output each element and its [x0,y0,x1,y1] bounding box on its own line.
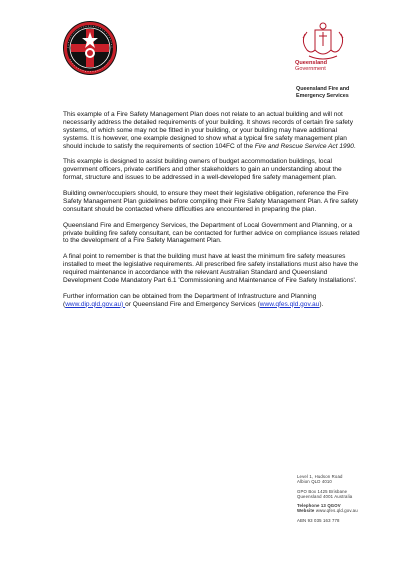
address-line1: Level 1, Hudson Road [297,474,343,479]
paragraph-intro-end: . [353,142,356,150]
organisation-name [296,86,349,99]
further-info-text-2: or Queensland Fire and Emergency Services ( [125,300,260,308]
address-line3: GPO Box 1425 Brisbane [297,488,348,494]
qg-wordmark-line1: Queensland [295,60,328,66]
address-line2: Albion QLD 4010 [297,479,332,485]
paragraph-obligations: Building owner/occupiers should, to ensure they meet their legislative obligation, reference the Fire Safety Management Plan guidelines before compiling their Fire Safety Management Plan. A fire safety consultant should be contacted where difficulties are encountered in preparing the plan. [63,190,359,213]
website-label: Website [297,508,315,514]
website-value[interactable]: www.qfes.qld.gov.au [315,508,358,514]
paragraph-intro-text: This example of a Fire Safety Management Plan does not relate to an actual building and will not necessarily address the detailed requirements of your building. It shows records of certain fire safety systems, of which some may not be fitted in your building, or your building may have additional systems. It is however, one example designed to show what a typical fire safety management plan should include to satisfy the requirements of section 104FC of the [63,111,354,150]
paragraph-contacts: Queensland Fire and Emergency Services, the Department of Local Government and Planning, or a private building fire safety consultant, can be contacted for further advice on compliance issues related to the development of a Fire Safety Management Plan. [63,221,360,245]
further-info-end: ). [319,300,324,308]
org-name-line1: Queensland Fire and [296,86,350,92]
dip-website-link[interactable]: www.dip.qld.gov.au) [65,300,126,308]
qfes-badge-logo [60,19,120,77]
qfes-website-link[interactable]: www.qfes.qld.gov.au [259,300,320,308]
paragraph-final-point: A final point to remember is that the building must have at least the minimum fire safety measures installed to meet the legislative requirements. All prescribed fire safety installations must also have the required maintenance in accordance with the relevant Australian Standard and Queensland Development Code Mandatory Part 6.1 'Commissioning and Maintenance of Fire Safety Installations'. [63,253,359,284]
org-name-line2: Emergency Services [296,92,349,99]
contact-address-block [297,474,358,523]
qg-wordmark-line2: Government [295,66,326,73]
website-line [297,508,358,513]
paragraph-intro [63,111,363,151]
further-info-text: Further information can be obtained from the Department of Infrastructure and Planning ( [63,292,317,308]
paragraph-further-info [63,293,363,309]
telephone-value: 13 QGOV [320,503,341,509]
address-line4: Queensland 4001 Australia [297,493,353,499]
telephone-label: Telephone [297,503,320,509]
document-body [63,111,363,316]
act-title: Fire and Rescue Service Act 1990 [254,142,354,150]
abn-line: ABN 93 035 163 778 [297,517,340,523]
paragraph-purpose: This example is designed to assist building owners of budget accommodation buildings, local government officers, private certifiers and other stakeholders to gain an understanding about the format, structure and issues to be addressed in a well-developed fire safety management plan. [63,158,342,182]
queensland-government-wordmark [295,60,327,73]
